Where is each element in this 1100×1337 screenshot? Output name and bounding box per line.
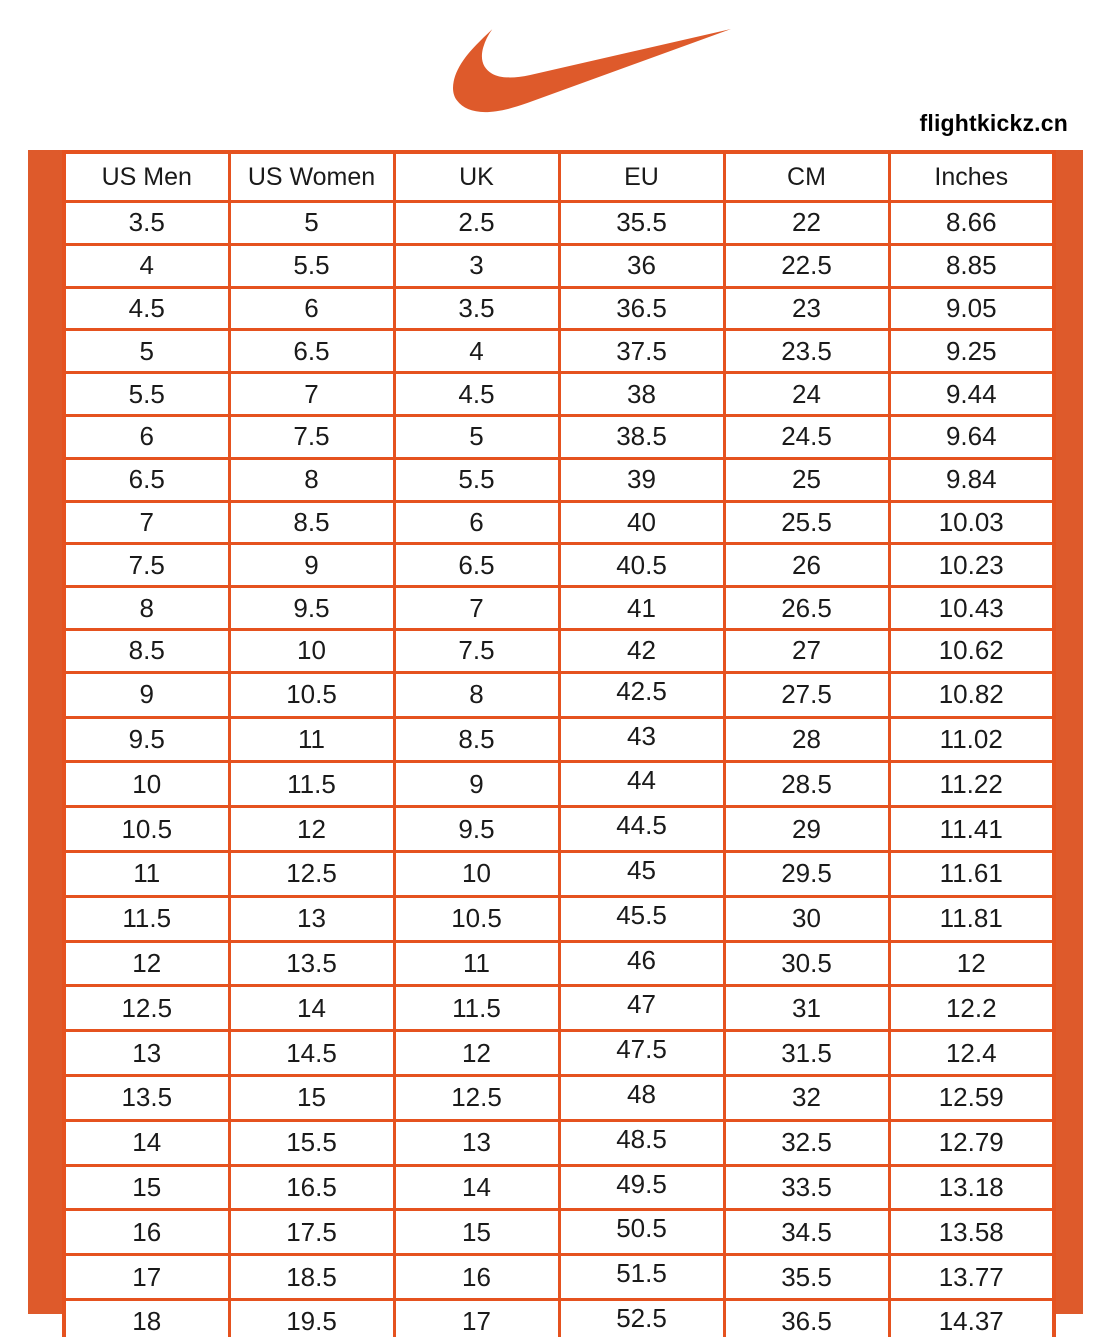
table-cell: 13.18 [889,1165,1054,1210]
table-row [64,458,1054,501]
table-cell: 16 [394,1255,559,1300]
table-cell: 31 [724,986,889,1031]
table-cell: 12.5 [64,986,229,1031]
table-cell: 11.5 [64,896,229,941]
table-cell: 11.5 [229,762,394,807]
table-cell: 9.25 [889,330,1054,373]
table-cell: 8 [64,587,229,630]
table-cell: 35.5 [724,1255,889,1300]
table-cell: 6 [64,415,229,458]
table-cell: 6 [394,501,559,544]
table-cell: 10 [64,762,229,807]
table-cell: 12 [394,1031,559,1076]
table-cell: 49.5 [559,1165,724,1210]
table-cell: 43 [559,717,724,762]
table-cell: 5.5 [229,244,394,287]
table-cell: 40 [559,501,724,544]
table-body [64,202,1054,1337]
table-cell: 36.5 [559,287,724,330]
table-row [64,415,1054,458]
table-cell: 11.22 [889,762,1054,807]
table-cell: 12 [229,807,394,852]
table-cell: 14 [64,1120,229,1165]
table-row [64,1299,1054,1337]
table-cell: 42.5 [559,672,724,717]
table-cell: 41 [559,587,724,630]
table-cell: 15 [229,1075,394,1120]
table-cell: 18 [64,1299,229,1337]
table-cell: 17 [394,1299,559,1337]
table-cell: 11 [394,941,559,986]
table-cell: 35.5 [559,202,724,245]
table-cell: 15.5 [229,1120,394,1165]
table-cell: 8 [229,458,394,501]
table-cell: 29.5 [724,851,889,896]
table-cell: 8 [394,672,559,717]
table-row [64,1255,1054,1300]
table-cell: 9.05 [889,287,1054,330]
table-cell: 5.5 [394,458,559,501]
table-row [64,896,1054,941]
table-cell: 4.5 [64,287,229,330]
table-cell: 11.81 [889,896,1054,941]
table-cell: 23 [724,287,889,330]
table-cell: 30.5 [724,941,889,986]
column-header-uk: UK [394,152,559,202]
table-cell: 36.5 [724,1299,889,1337]
table-cell: 4 [394,330,559,373]
table-cell: 25.5 [724,501,889,544]
table-cell: 18.5 [229,1255,394,1300]
table-cell: 13.58 [889,1210,1054,1255]
table-cell: 27.5 [724,672,889,717]
column-header-us-women: US Women [229,152,394,202]
table-cell: 10.5 [229,672,394,717]
table-cell: 8.5 [394,717,559,762]
table-cell: 14 [394,1165,559,1210]
column-header-us-men: US Men [64,152,229,202]
table-cell: 11.5 [394,986,559,1031]
table-cell: 17.5 [229,1210,394,1255]
table-row [64,717,1054,762]
table-cell: 38.5 [559,415,724,458]
header-row [64,152,1054,202]
table-row [64,330,1054,373]
table-cell: 13 [229,896,394,941]
table-cell: 39 [559,458,724,501]
table-cell: 10.82 [889,672,1054,717]
table-cell: 12 [889,941,1054,986]
table-cell: 5 [394,415,559,458]
table-row [64,1165,1054,1210]
table-cell: 7.5 [394,629,559,672]
table-cell: 26 [724,544,889,587]
table-cell: 46 [559,941,724,986]
table-cell: 51.5 [559,1255,724,1300]
table-cell: 7 [64,501,229,544]
table-cell: 10.23 [889,544,1054,587]
table-cell: 19.5 [229,1299,394,1337]
table-cell: 16.5 [229,1165,394,1210]
table-cell: 17 [64,1255,229,1300]
table-row [64,1031,1054,1076]
table-cell: 28.5 [724,762,889,807]
table-cell: 10 [229,629,394,672]
table-cell: 44.5 [559,807,724,852]
table-row [64,941,1054,986]
table-cell: 11.02 [889,717,1054,762]
table-cell: 3.5 [394,287,559,330]
table-cell: 4 [64,244,229,287]
table-cell: 42 [559,629,724,672]
table-cell: 2.5 [394,202,559,245]
table-cell: 7 [394,587,559,630]
table-cell: 9.44 [889,373,1054,416]
table-cell: 45 [559,851,724,896]
table-cell: 5 [64,330,229,373]
table-cell: 28 [724,717,889,762]
column-header-inches: Inches [889,152,1054,202]
table-cell: 34.5 [724,1210,889,1255]
table-cell: 12.79 [889,1120,1054,1165]
table-cell: 32.5 [724,1120,889,1165]
table-cell: 9.5 [394,807,559,852]
table-cell: 8.5 [64,629,229,672]
table-cell: 14.37 [889,1299,1054,1337]
table-cell: 10.62 [889,629,1054,672]
table-cell: 37.5 [559,330,724,373]
column-header-eu: EU [559,152,724,202]
table-cell: 7.5 [229,415,394,458]
table-cell: 10.43 [889,587,1054,630]
table-cell: 12.5 [394,1075,559,1120]
table-cell: 29 [724,807,889,852]
table-cell: 6 [229,287,394,330]
table-cell: 32 [724,1075,889,1120]
right-accent-bar [1056,150,1083,1314]
table-cell: 16 [64,1210,229,1255]
left-accent-bar [28,150,62,1314]
column-header-cm: CM [724,152,889,202]
table-row [64,629,1054,672]
table-cell: 9 [64,672,229,717]
size-chart-table [62,150,1056,1337]
table-cell: 8.5 [229,501,394,544]
table-cell: 5 [229,202,394,245]
table-cell: 13 [394,1120,559,1165]
table-cell: 12.4 [889,1031,1054,1076]
table-cell: 24 [724,373,889,416]
table-cell: 24.5 [724,415,889,458]
table-cell: 48.5 [559,1120,724,1165]
table-cell: 22 [724,202,889,245]
table-cell: 3 [394,244,559,287]
nike-swoosh-icon [453,26,731,118]
table-cell: 12.5 [229,851,394,896]
table-cell: 47 [559,986,724,1031]
table-cell: 11 [229,717,394,762]
table-cell: 8.66 [889,202,1054,245]
table-row [64,244,1054,287]
table-row [64,807,1054,852]
table-cell: 10.5 [394,896,559,941]
table-cell: 10.5 [64,807,229,852]
table-row [64,762,1054,807]
table-cell: 12 [64,941,229,986]
table-cell: 12.59 [889,1075,1054,1120]
table-cell: 5.5 [64,373,229,416]
table-cell: 27 [724,629,889,672]
table-cell: 4.5 [394,373,559,416]
table-cell: 23.5 [724,330,889,373]
table-cell: 13.5 [229,941,394,986]
table-cell: 36 [559,244,724,287]
table-cell: 9 [229,544,394,587]
table-cell: 9 [394,762,559,807]
table-cell: 22.5 [724,244,889,287]
table-cell: 15 [64,1165,229,1210]
table-row [64,373,1054,416]
table-cell: 3.5 [64,202,229,245]
table-cell: 12.2 [889,986,1054,1031]
table-cell: 10.03 [889,501,1054,544]
table-row [64,1075,1054,1120]
table-cell: 11 [64,851,229,896]
table-cell: 7 [229,373,394,416]
site-label: flightkickz.cn [919,110,1068,136]
table-cell: 6.5 [64,458,229,501]
table-cell: 33.5 [724,1165,889,1210]
table-cell: 9.64 [889,415,1054,458]
table-cell: 31.5 [724,1031,889,1076]
table-cell: 9.84 [889,458,1054,501]
table-cell: 38 [559,373,724,416]
table-cell: 48 [559,1075,724,1120]
table-cell: 47.5 [559,1031,724,1076]
table-cell: 7.5 [64,544,229,587]
table-row [64,986,1054,1031]
table-cell: 10 [394,851,559,896]
table-cell: 6.5 [394,544,559,587]
table-cell: 30 [724,896,889,941]
table-cell: 13 [64,1031,229,1076]
table-row [64,851,1054,896]
table-cell: 45.5 [559,896,724,941]
table-cell: 26.5 [724,587,889,630]
table-row [64,1120,1054,1165]
table-cell: 9.5 [229,587,394,630]
table-row [64,587,1054,630]
table-cell: 6.5 [229,330,394,373]
table-cell: 50.5 [559,1210,724,1255]
table-row [64,672,1054,717]
table-cell: 13.5 [64,1075,229,1120]
table-cell: 11.41 [889,807,1054,852]
table-cell: 14.5 [229,1031,394,1076]
table-row [64,287,1054,330]
table-cell: 44 [559,762,724,807]
table-row [64,501,1054,544]
table-cell: 8.85 [889,244,1054,287]
table-cell: 25 [724,458,889,501]
table-cell: 13.77 [889,1255,1054,1300]
table-cell: 52.5 [559,1299,724,1337]
table-cell: 40.5 [559,544,724,587]
table-row [64,544,1054,587]
table-cell: 9.5 [64,717,229,762]
table-cell: 14 [229,986,394,1031]
table-cell: 15 [394,1210,559,1255]
table-cell: 11.61 [889,851,1054,896]
table-row [64,1210,1054,1255]
table-row [64,202,1054,245]
